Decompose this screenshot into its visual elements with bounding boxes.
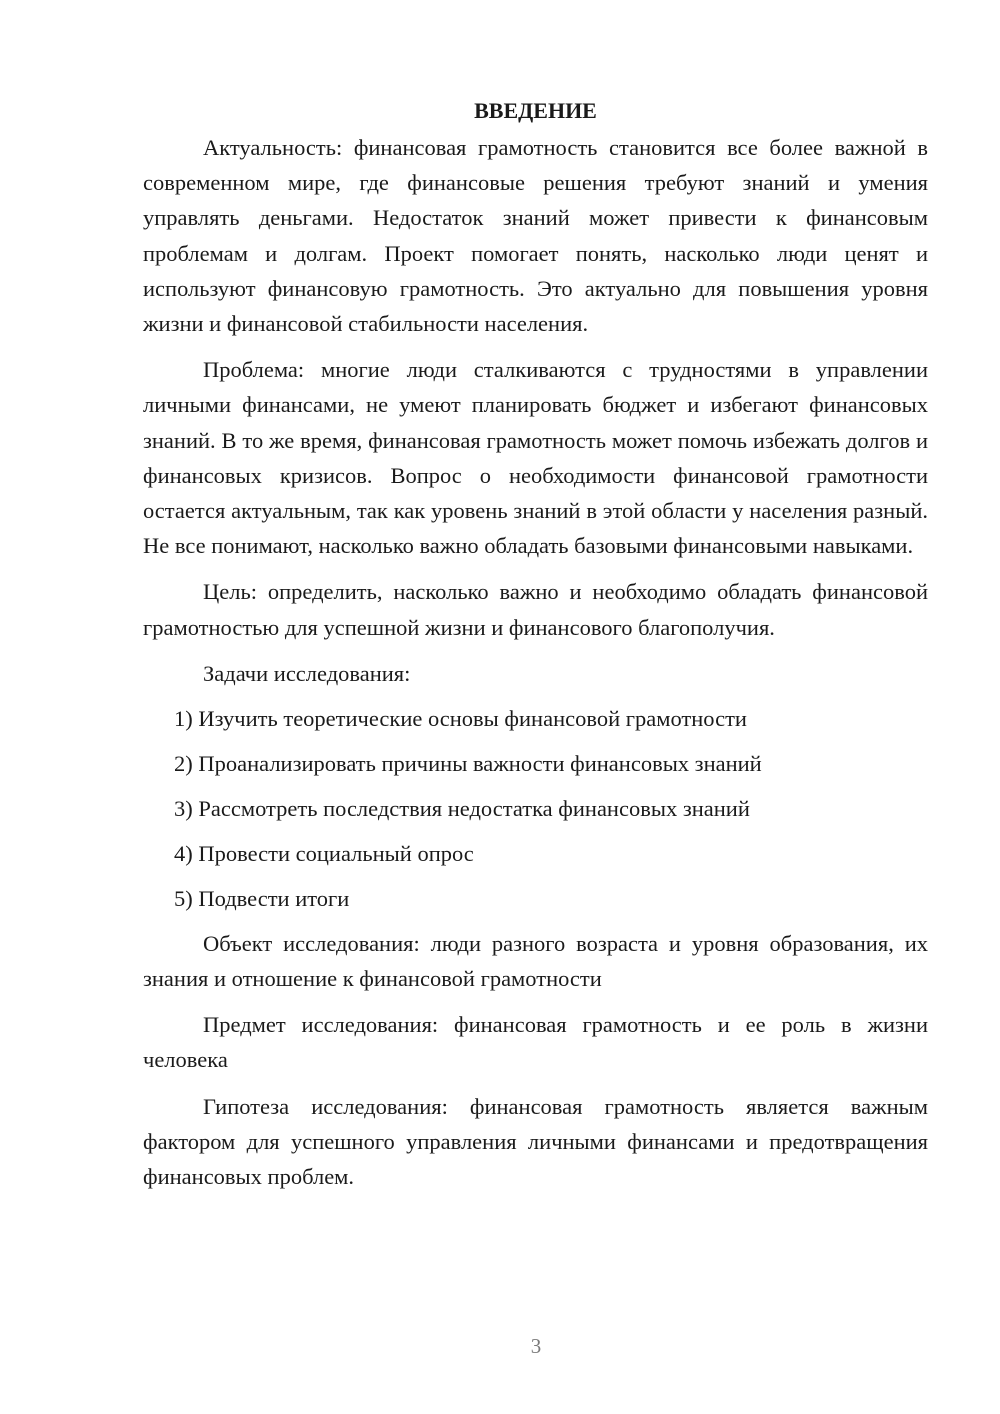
paragraph-object: Объект исследования: люди разного возраста и уровня образования, их знания и отношение к финансовой грамотности bbox=[143, 930, 928, 992]
paragraph-relevance: Актуальность: финансовая грамотность становится все более важной в современном мире, где финансовые решения требуют знаний и умения управлять деньгами. Недостаток знаний может привести к финансовым проблемам и долгам. Проект помогает понять, насколько люди ценят и используют финансовую грамотность. Это актуально для повышения уровня жизни и финансовой стабильности населения. bbox=[143, 135, 928, 337]
task-list bbox=[143, 701, 928, 916]
paragraph-goal: Цель: определить, насколько важно и необходимо обладать финансовой грамотностью для успешной жизни и финансового благополучия. bbox=[143, 579, 928, 640]
page-content bbox=[143, 94, 928, 1194]
tasks-heading: Задачи исследования: bbox=[203, 660, 411, 686]
page-title: ВВЕДЕНИЕ bbox=[474, 98, 597, 123]
paragraph-hypothesis: Гипотеза исследования: финансовая грамотность является важным фактором для успешного управления личными финансами и предотвращения финансовых проблем. bbox=[143, 1093, 928, 1190]
task-item-5: 5) Подвести итоги bbox=[174, 885, 350, 911]
task-item-4: 4) Провести социальный опрос bbox=[174, 840, 474, 866]
task-item-3: 3) Рассмотреть последствия недостатка финансовых знаний bbox=[174, 795, 750, 821]
task-item-1: 1) Изучить теоретические основы финансовой грамотности bbox=[174, 705, 747, 731]
paragraph-problem: Проблема: многие люди сталкиваются с трудностями в управлении личными финансами, не умеют планировать бюджет и избегают финансовых знаний. В то же время, финансовая грамотность может помочь избежать долгов и финансовых кризисов. Вопрос о необходимости финансовой грамотности остается актуальным, так как уровень знаний в этой области у населения разный. Не все понимают, насколько важно обладать базовыми финансовыми навыками. bbox=[143, 357, 928, 559]
paragraph-subject: Предмет исследования: финансовая грамотность и ее роль в жизни человека bbox=[143, 1012, 928, 1073]
task-item-2: 2) Проанализировать причины важности финансовых знаний bbox=[174, 750, 762, 776]
page-number: 3 bbox=[530, 1334, 542, 1358]
